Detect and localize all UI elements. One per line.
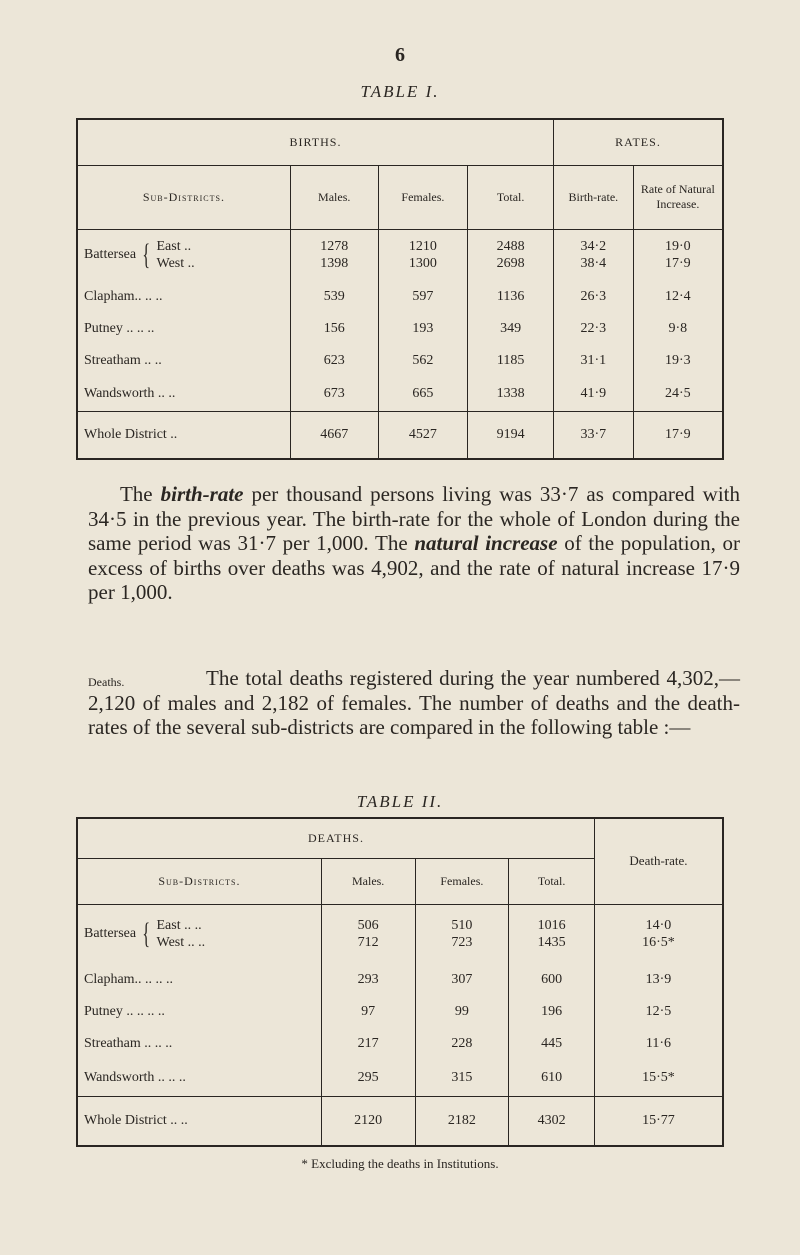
cell: 4302 [509,1096,595,1146]
cell: 9·8 [633,313,723,345]
births-header: BIRTHS. [77,119,553,165]
cell: 193 [378,313,468,345]
row-name: Wandsworth .. .. [84,385,176,401]
cell: 217 [321,1028,415,1060]
deaths-header: DEATHS. [77,818,594,858]
cell: 307 [415,964,509,996]
sub-districts-header: Sub-Districts. [77,165,290,229]
total-row [77,1096,723,1146]
cell: 1136 [468,281,554,313]
cell: 1398 [320,256,349,272]
cell: 26·3 [553,281,633,313]
cell: 623 [290,345,378,377]
cell: 315 [415,1060,509,1096]
cell: 24·5 [633,377,723,411]
cell: 12·5 [594,996,723,1028]
births-table [76,118,724,460]
east-label: East .. .. [156,918,202,934]
footnote: * Excluding the deaths in Institutions. [301,1156,499,1171]
cell: 506 [357,918,379,934]
cell: 9194 [468,411,554,459]
cell: 16·5* [642,935,675,951]
cell: 22·3 [553,313,633,345]
emphasis: natural increase [414,531,558,556]
cell: 156 [290,313,378,345]
cell: 600 [509,964,595,996]
death-rate-header: Death-rate. [594,818,723,904]
cell: 99 [415,996,509,1028]
cell: 41·9 [553,377,633,411]
cell: 196 [509,996,595,1028]
text: per thousand persons living was 33·7 as compared with 34·5 in the previous year. The birth-rate for the whole of London during the same period was 31·7 per 1,000. The [88,482,741,556]
row-name: Whole District .. [77,411,290,459]
row-name: Wandsworth .. .. .. [84,1069,186,1085]
rates-header: RATES. [553,119,723,165]
cell: 349 [468,313,554,345]
text: of the population, or excess of births over deaths was 4,902, and the rate of natural increase 17·9 per 1,000. [88,531,740,605]
table-row [77,904,723,964]
total-row [77,411,723,459]
cell: 228 [415,1028,509,1060]
total-header: Total. [468,165,554,229]
cell: 295 [321,1060,415,1096]
east-label: East .. [156,239,192,255]
row-name: Whole District .. .. [77,1096,321,1146]
table-row [77,345,723,377]
table-row [77,281,723,313]
cell: 31·1 [553,345,633,377]
cell: 1278 [320,239,349,255]
sub-districts-header: Sub-Districts. [77,858,321,904]
cell: 15·5* [594,1060,723,1096]
battersea-label: Battersea [84,926,137,942]
cell: 2182 [415,1096,509,1146]
cell: 539 [290,281,378,313]
row-name: Putney .. .. .. .. [84,1004,165,1019]
cell: 445 [509,1028,595,1060]
natural-increase-header: Rate of Natural Increase. [633,165,723,229]
cell: 97 [321,996,415,1028]
cell: 1435 [537,935,566,951]
cell: 17·9 [633,411,723,459]
margin-note-deaths: Deaths. [88,675,125,689]
deaths-paragraph: The total deaths registered during the year numbered 4,302,—2,120 of males and 2,182 of females. The number of deaths and the death-rates of the several sub-districts are compared in the following table :— [88,666,740,740]
cell: 1210 [408,239,437,255]
females-header: Females. [415,858,509,904]
row-name: Clapham.. .. .. .. [84,972,174,987]
page-number: 6 [395,44,405,66]
table-1-title: TABLE I. [360,82,440,101]
cell: 11·6 [594,1028,723,1060]
cell: 712 [357,935,379,951]
table-row [77,1028,723,1060]
table-row [77,313,723,345]
cell: 4667 [290,411,378,459]
west-label: West .. .. [156,935,206,951]
cell: 2488 [496,239,525,255]
row-name: Streatham .. .. [84,353,162,368]
cell: 13·9 [594,964,723,996]
row-name: Clapham.. .. .. [84,289,163,304]
cell: 34·2 [580,239,607,255]
text: The [119,482,161,506]
cell: 723 [451,935,473,951]
table-row [77,1060,723,1096]
deaths-table [76,817,724,1147]
cell: 1338 [468,377,554,411]
males-header: Males. [290,165,378,229]
cell: 33·7 [553,411,633,459]
cell: 562 [378,345,468,377]
cell: 12·4 [633,281,723,313]
table-row [77,964,723,996]
cell: 293 [321,964,415,996]
males-header: Males. [321,858,415,904]
cell: 17·9 [665,256,691,272]
row-name: Putney .. .. .. [84,321,155,336]
cell: 597 [378,281,468,313]
cell: 2120 [321,1096,415,1146]
battersea-label: Battersea [84,247,137,263]
cell: 510 [451,918,473,934]
table-row [77,996,723,1028]
cell: 1300 [408,256,437,272]
brace-icon: { [142,238,151,272]
cell: 1185 [468,345,554,377]
table-row [77,229,723,281]
brace-icon: { [142,917,151,951]
emphasis: birth-rate [160,482,244,506]
cell: 15·77 [594,1096,723,1146]
table-2-title: TABLE II. [356,792,444,811]
table-row [77,377,723,411]
cell: 1016 [537,918,566,934]
cell: 19·0 [665,239,691,255]
birth-rate-header: Birth-rate. [553,165,633,229]
cell: 610 [509,1060,595,1096]
west-label: West .. [156,256,195,272]
cell: 14·0 [645,918,672,934]
cell: 38·4 [580,256,607,272]
row-name: Streatham .. .. .. [84,1036,173,1051]
birth-rate-paragraph [88,482,740,605]
cell: 2698 [496,256,525,272]
total-header: Total. [509,858,595,904]
cell: 673 [290,377,378,411]
cell: 4527 [378,411,468,459]
cell: 19·3 [633,345,723,377]
cell: 665 [378,377,468,411]
females-header: Females. [378,165,468,229]
